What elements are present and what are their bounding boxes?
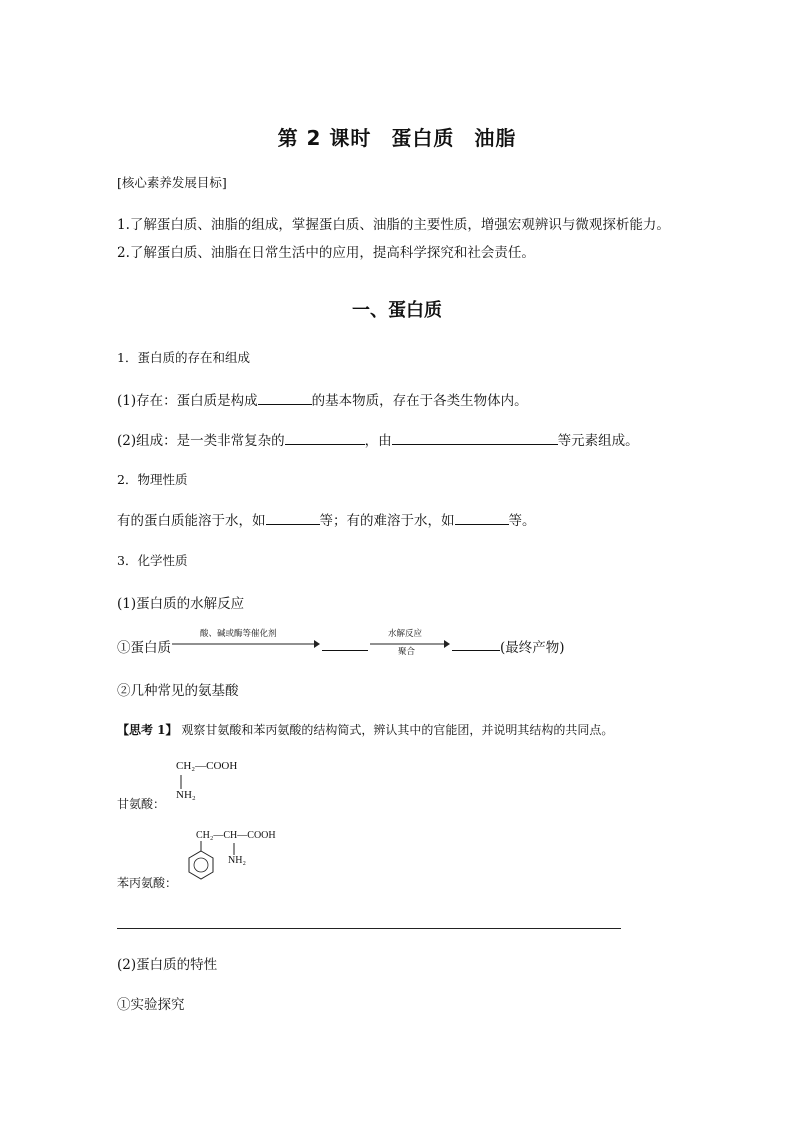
phenylalanine-bond [233,843,237,855]
arrow2-label-bottom: 聚合 [398,647,416,657]
arrow1-label: 酸、碱或酶等催化剂 [200,629,277,639]
reaction-arrow-2 [370,640,450,648]
amino-acids-heading: ②几种常见的氨基酸 [117,683,239,699]
protein-properties-heading: (2)蛋白质的特性 [117,957,218,973]
glycine-formula-top: CH₂—COOH [176,760,238,772]
composition-line: (2)组成：是一类非常复杂的 ，由 等元素组成。 [117,429,639,449]
think-question-1: 【思考 1】 观察甘氨酸和苯丙氨酸的结构简式，辨认其中的官能团，并说明其结构的共同点。 [117,723,614,737]
blank[interactable] [322,636,368,651]
phenylalanine-label: 苯丙氨酸： [117,876,178,890]
existence-line: (1)存在：蛋白质是构成 的基本物质，存在于各类生物体内。 [117,389,528,409]
objective-item-2: 2.了解蛋白质、油脂在日常生活中的应用，提高科学探究和社会责任。 [117,245,535,261]
objectives-header: [核心素养发展目标] [117,175,227,190]
blank[interactable] [452,636,500,651]
reaction-arrow-1 [172,640,320,648]
subsection-chemical-properties: 3．化学性质 [117,553,188,568]
hydrolysis-start: ①蛋白质 [117,640,171,656]
section-heading-protein: 一、蛋白质 [352,300,442,321]
blank[interactable] [455,510,509,525]
glycine-bond [180,775,184,789]
blank[interactable] [266,510,320,525]
hydrolysis-heading: (1)蛋白质的水解反应 [117,596,245,612]
subsection-physical-properties: 2．物理性质 [117,472,188,487]
answer-line[interactable] [117,928,621,929]
hydrolysis-end: (最终产物) [500,640,565,656]
objective-item-1: 1.了解蛋白质、油脂的组成，掌握蛋白质、油脂的主要性质，增强宏观辨识与微观探析能力。 [117,217,670,233]
benzene-ring-icon [184,841,214,887]
phenylalanine-formula-bottom: NH₂ [228,855,246,866]
blank[interactable] [392,430,558,445]
arrow2-label-top: 水解反应 [388,629,423,639]
glycine-formula-bottom: NH₂ [176,789,196,801]
subsection-existence-composition: 1．蛋白质的存在和组成 [117,350,250,365]
experiment-heading: ①实验探究 [117,997,185,1013]
physical-properties-line: 有的蛋白质能溶于水，如 等；有的难溶于水，如 等。 [117,509,536,529]
glycine-label: 甘氨酸： [117,797,166,811]
blank[interactable] [258,390,312,405]
page-title: 第 2 课时 蛋白质 油脂 [277,126,517,150]
blank[interactable] [285,430,365,445]
phenylalanine-formula-top: CH₂—CH—COOH [196,830,276,841]
